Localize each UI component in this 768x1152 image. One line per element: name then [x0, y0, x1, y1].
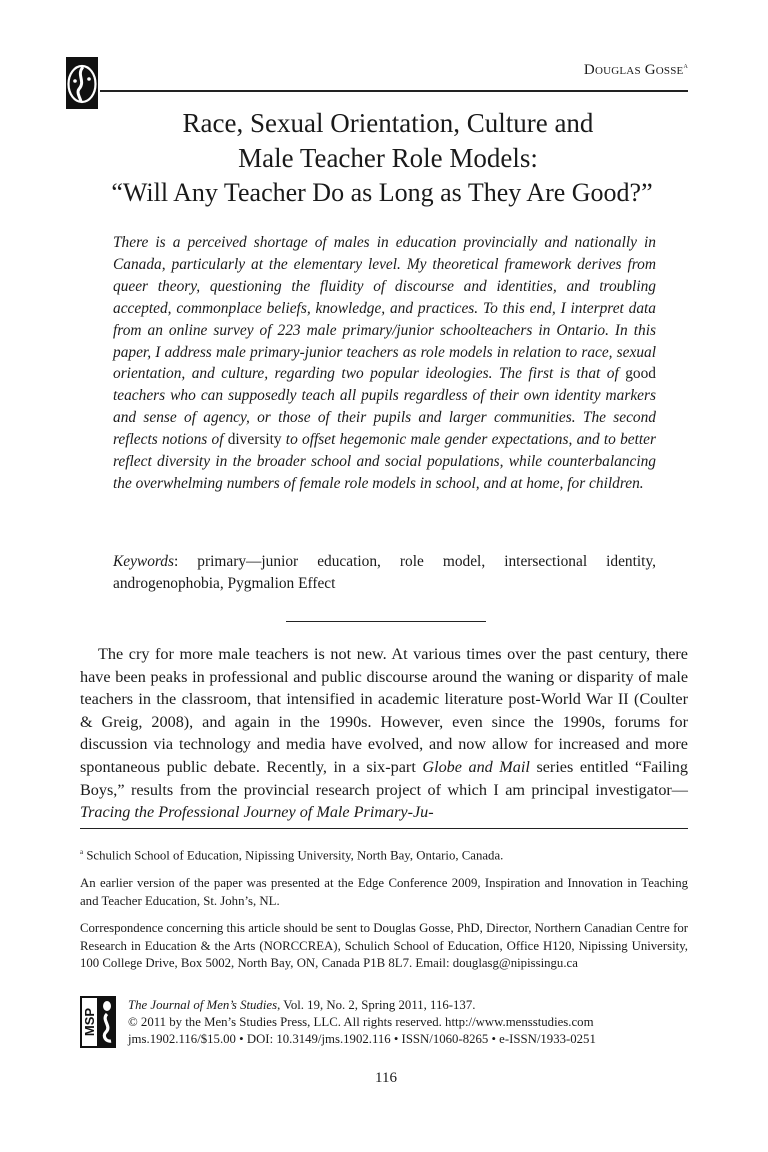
msp-publisher-logo-icon [80, 996, 116, 1048]
citation-line-copyright: © 2011 by the Men’s Studies Press, LLC. All rights reserved. http://www.mensstudies.com [128, 1015, 594, 1029]
footnote-correspondence: Correspondence concerning this article should be sent to Douglas Gosse, PhD, Director, Northern Canadian Centre for Research in Education & the Arts (NORCCREA), Schulich School of Education, Office H120, Nipissing University, 100 College Drive, Box 5002, North Bay, ON, Canada P1B 8L7. Email: douglasg@nipissingu.ca [80, 921, 688, 971]
journal-citation [128, 997, 688, 1048]
keywords-label: Keywords [113, 553, 174, 570]
header-rule [100, 90, 688, 92]
citation-line-identifiers: jms.1902.116/$15.00 • DOI: 10.3149/jms.1902.116 • ISSN/1060-8265 • e-ISSN/1933-0251 [128, 1032, 596, 1046]
msp-face-logo-icon [66, 57, 98, 109]
svg-text:MSP: MSP [82, 1007, 97, 1037]
footnote-earlier-version: An earlier version of the paper was presented at the Edge Conference 2009, Inspiration and Innovation in Teaching and Teacher Education, St. John’s, NL. [80, 876, 688, 908]
citation-line-journal: The Journal of Men’s Studies, Vol. 19, No. 2, Spring 2011, 116-137. [128, 998, 476, 1012]
running-head-author: Douglas Gosse$^a$ [583, 61, 688, 78]
article-subtitle: “Will Any Teacher Do as Long as They Are Good?” [111, 178, 653, 207]
footnote-affiliation: $^a$ Schulich School of Education, Nipissing University, North Bay, Ontario, Canada. [80, 848, 504, 863]
page-number: 116 [375, 1070, 397, 1086]
footnote-rule [80, 828, 688, 829]
body-paragraph: The cry for more male teachers is not new. At various times over the past century, there have been peaks in professional and public discourse around the waning or disparity of male teachers in the classroom, that intensified in academic literature post-World War II (Coulter & Greig, 2008), and again in the 1990s. However, even since the 1990s, forums for discussion via technology and media have evolved, and now allow for increased and more spontaneous public debate. Recently, in a six-part Globe and Mail series entitled “Failing Boys,” results from the provincial research project of which I am principal investigator—Tracing the Professional Journey of Male Primary-Ju- [80, 645, 688, 822]
section-separator [286, 621, 486, 622]
article-title-line-2: Male Teacher Role Models: [238, 143, 538, 173]
article-title-line-1: Race, Sexual Orientation, Culture and [182, 108, 594, 138]
keywords: Keywords: primary—junior education, role model, intersectional identity, androgenophobia, Pygmalion Effect [113, 553, 656, 592]
abstract: There is a perceived shortage of males in education provincially and nationally in Canada, particularly at the elementary level. My theoretical framework derives from queer theory, questioning the fluidity of discourse and identities, and troubling accepted, commonplace beliefs, knowledge, and practices. To this end, I interpret data from an online survey of 223 male primary/junior schoolteachers in Ontario. In this paper, I address male primary-junior teachers as role models in relation to race, sexual orientation, and culture, regarding two popular ideologies. The first is that of good teachers who can supposedly teach all pupils regardless of their own identity markers and sense of agency, or those of their pupils and larger communities. The second reflects notions of diversity to offset hegemonic male gender expectations, and to better reflect diversity in the broader school and social populations, while counterbalancing the overwhelming numbers of female role models in school, and at home, for children. [113, 234, 656, 492]
